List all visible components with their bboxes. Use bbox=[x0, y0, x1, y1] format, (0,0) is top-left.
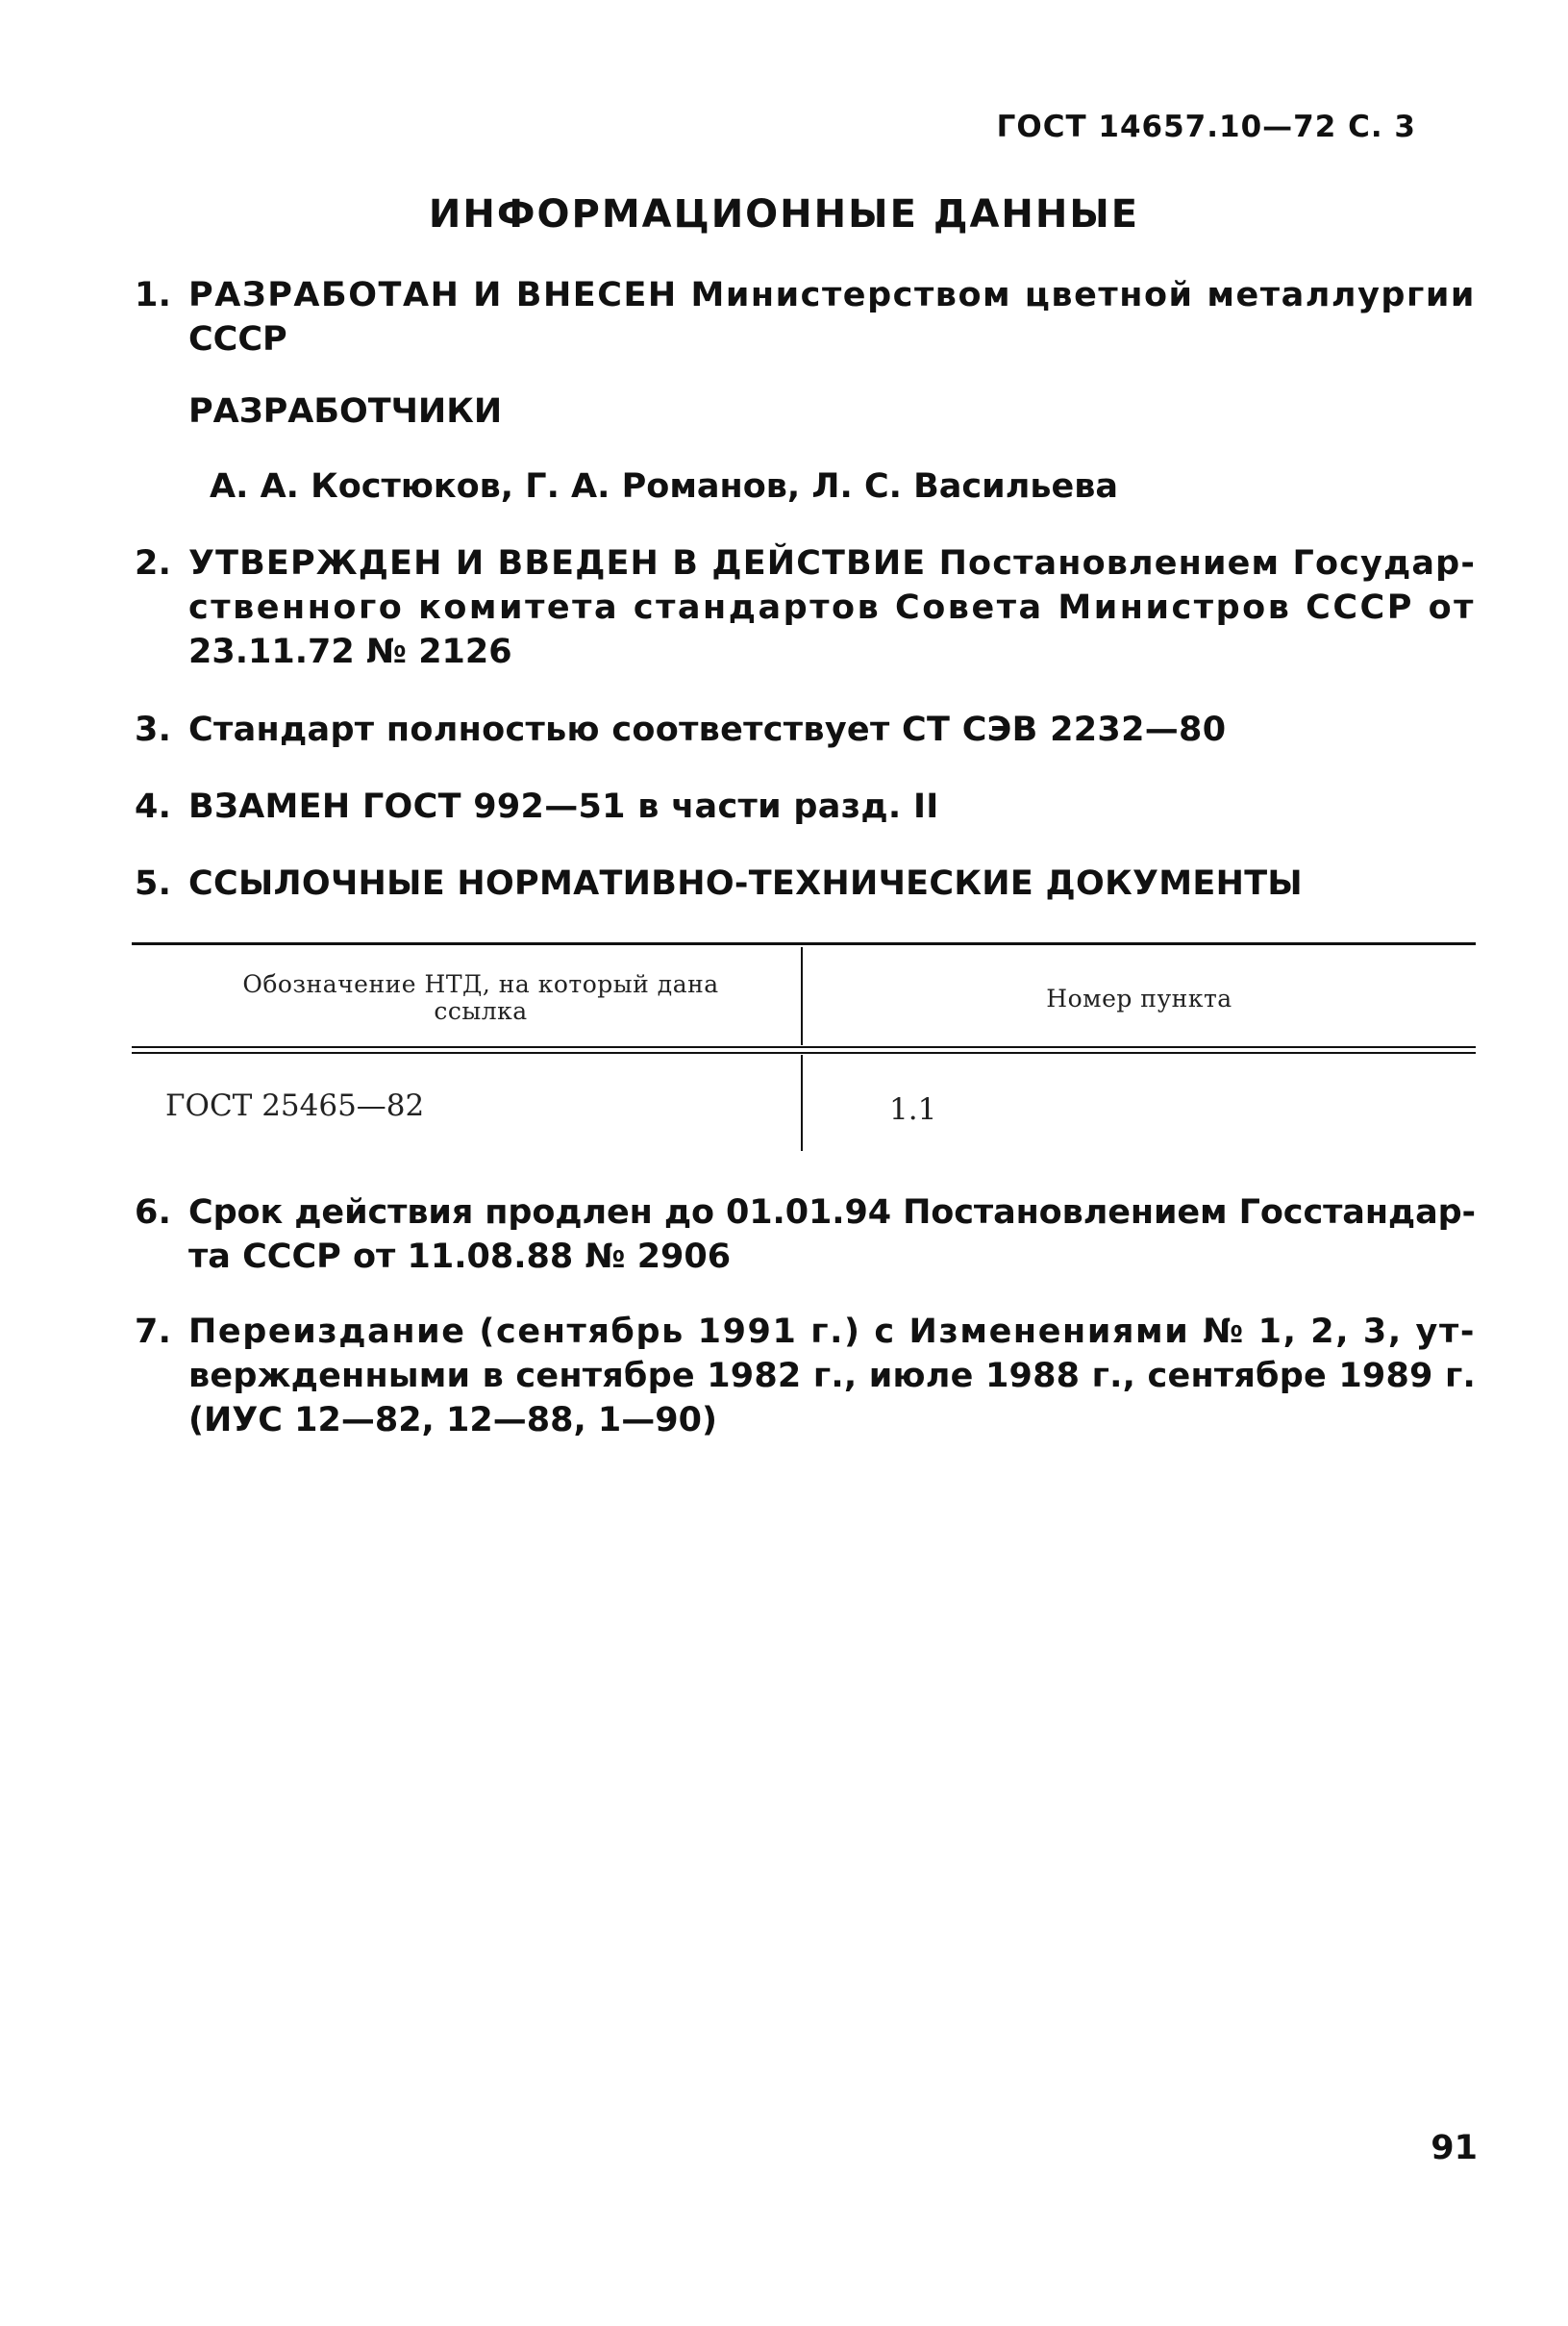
item-line: (ИУС 12—82, 12—88, 1—90) bbox=[188, 1401, 717, 1439]
item-line: РАЗРАБОТАН И ВНЕСЕН Министерством цветной металлургии bbox=[188, 276, 1476, 314]
item-text bbox=[188, 273, 1476, 362]
table-header-designation: Обозначение НТД, на который дана ссылка bbox=[242, 970, 719, 1025]
developers-heading: РАЗРАБОТЧИКИ bbox=[188, 392, 503, 431]
item-number: 7. bbox=[135, 1313, 172, 1351]
item-number: 2. bbox=[135, 544, 172, 583]
list-item-2 bbox=[135, 541, 1476, 674]
item-number: 4. bbox=[135, 788, 172, 826]
list-item-5 bbox=[135, 862, 1476, 906]
table-body-divider bbox=[801, 1055, 803, 1151]
list-item-3 bbox=[135, 708, 1476, 752]
item-number: 1. bbox=[135, 276, 172, 314]
item-line: СССР bbox=[188, 320, 287, 359]
item-text: Стандарт полностью соответствует СТ СЭВ 2232—80 bbox=[188, 711, 1227, 749]
table-header-rule bbox=[132, 1046, 1476, 1048]
list-item-6 bbox=[135, 1190, 1476, 1279]
table-cell-designation: ГОСТ 25465—82 bbox=[165, 1088, 425, 1123]
list-item-4 bbox=[135, 785, 1476, 829]
item-text bbox=[188, 541, 1476, 674]
item-line: вержденными в сентябре 1982 г., июле 1988 г., сентябре 1989 г. bbox=[188, 1357, 1476, 1395]
table-header-rule-2 bbox=[132, 1052, 1476, 1054]
item-text bbox=[188, 1310, 1476, 1442]
item-line: 23.11.72 № 2126 bbox=[188, 633, 512, 671]
table-top-rule bbox=[132, 942, 1476, 945]
item-text bbox=[188, 1190, 1476, 1279]
item-line: та СССР от 11.08.88 № 2906 bbox=[188, 1238, 732, 1276]
list-item-7 bbox=[135, 1310, 1476, 1442]
item-number: 6. bbox=[135, 1193, 172, 1232]
item-line: УТВЕРЖДЕН И ВВЕДЕН В ДЕЙСТВИЕ Постановлением Государ- bbox=[188, 544, 1476, 583]
item-text: ВЗАМЕН ГОСТ 992—51 в части разд. II bbox=[188, 788, 939, 826]
page-number: 91 bbox=[1431, 2129, 1478, 2167]
item-line: Срок действия продлен до 01.01.94 Постановлением Госстандар- bbox=[188, 1193, 1476, 1232]
developers-names: А. А. Костюков, Г. А. Романов, Л. С. Васильева bbox=[210, 467, 1118, 506]
table-cell-item-number: 1.1 bbox=[889, 1092, 937, 1127]
item-line: ственного комитета стандартов Совета Министров СССР от bbox=[188, 588, 1476, 627]
item-number: 3. bbox=[135, 711, 172, 749]
list-item-1 bbox=[135, 273, 1476, 362]
item-number: 5. bbox=[135, 864, 172, 903]
item-text: ССЫЛОЧНЫЕ НОРМАТИВНО-ТЕХНИЧЕСКИЕ ДОКУМЕНТЫ bbox=[188, 864, 1303, 903]
item-line: Переиздание (сентябрь 1991 г.) с Изменениями № 1, 2, 3, ут- bbox=[188, 1313, 1476, 1351]
page-title: ИНФОРМАЦИОННЫЕ ДАННЫЕ bbox=[428, 192, 1140, 237]
document-header: ГОСТ 14657.10—72 С. 3 bbox=[996, 110, 1416, 144]
table-header-item-number: Номер пункта bbox=[1046, 985, 1232, 1013]
